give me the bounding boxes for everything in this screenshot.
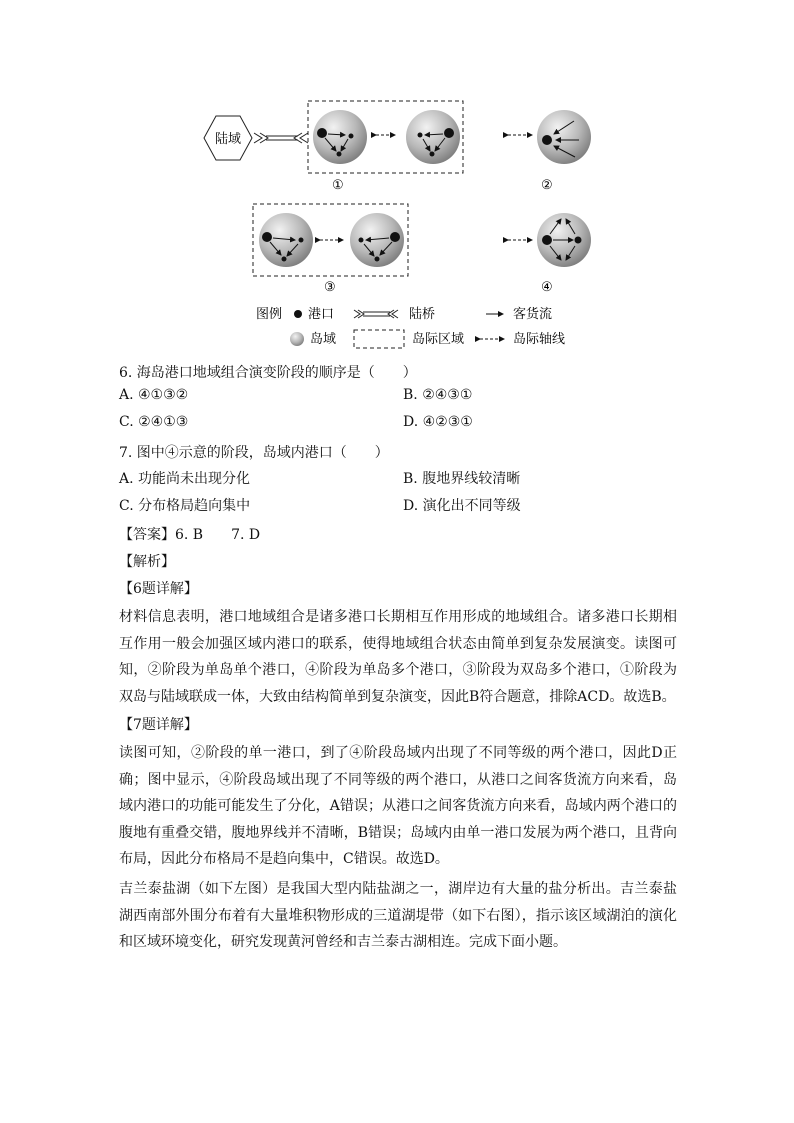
port-2 [542,135,552,145]
q7-option-c: C. 分布格局趋向集中 [119,498,251,514]
q6-option-c: C. ②④①③ [119,414,189,430]
q7-option-b: B. 腹地界线较清晰 [403,471,521,487]
legend-flow-label: 客货流 [513,307,553,322]
stage-label-4: ④ [541,280,553,295]
legend-port-label: 港口 [308,307,335,322]
q6-detail-title: 【6题详解】 [119,581,198,597]
next-material-paragraph: 吉兰泰盐湖（如下左图）是我国大型内陆盐湖之一，湖岸边有大量的盐分析出。吉兰泰盐湖西南部外围分布着有大量堆积物形成的三道湖堤带（如下右图），指示该区域湖泊的演化和区域环境变化，研究发现黄河曾经和吉兰泰古湖相连。完成下面小题。 [119,881,677,950]
q7-option-d: D. 演化出不同等级 [403,498,521,514]
land-label: 陆域 [214,132,242,147]
analysis-title: 【解析】 [119,554,175,570]
q6-detail-body: 材料信息表明，港口地域组合是诸多港口长期相互作用形成的地域组合。诸多港口长期相互作用一般会加强区域内港口的联系，使得地域组合状态由简单到复杂发展演变。读图可知，②阶段为单岛单个港口，④阶段为单岛多个港口，③阶段为双岛多个港口，①阶段为双岛与陆域联成一体，大致由结构简单到复杂演变，因此B符合题意，排除ACD。故选B。 [119,609,677,705]
q7-detail-body: 读图可知，②阶段的单一港口，到了④阶段岛域内出现了不同等级的两个港口，因此D正确；图中显示，④阶段岛域出现了不同等级的两个港口，从港口之间客货流方向来看，岛域内港口的功能可能发生了分化，A错误；从港口之间客货流方向来看，岛域内两个港口的腹地有重叠交错，腹地界线并不清晰，B错误；岛域内由单一港口发展为两个港口，且背向布局，因此分布格局不是趋向集中，C错误。故选D。 [119,745,677,867]
legend-port-icon [294,310,302,318]
stage-label-1: ① [332,178,344,193]
legend-title: 图例 [256,307,283,322]
q6-option-b: B. ②④③① [403,387,473,403]
legend-island-icon [290,332,304,346]
legend-island-label: 岛域 [310,332,337,347]
land-bridge-icon [254,133,308,143]
q6-option-d: D. ④②③① [403,414,473,430]
legend [256,306,565,348]
legend-land-bridge-icon [354,310,398,318]
legend-land-bridge-label: 陆桥 [409,307,436,322]
q7-option-a: A. 功能尚未出现分化 [119,471,251,487]
q7-detail-title: 【7题详解】 [119,717,198,733]
legend-island-axis-label: 岛际轴线 [513,332,566,347]
port-evolution-diagram [190,95,600,355]
legend-island-region-label: 岛际区域 [412,332,465,347]
question-6-stem: 6. 海岛港口地域组合演变阶段的顺序是（ ） [119,365,417,381]
stage-label-3: ③ [324,280,336,295]
question-7-stem: 7. 图中④示意的阶段，岛域内港口（ ） [119,445,389,461]
legend-island-region-icon [354,330,404,348]
stage-label-2: ② [541,178,553,193]
answer-line: 【答案】6. B 7. D [119,527,261,543]
q6-option-a: A. ④①③② [119,387,189,403]
